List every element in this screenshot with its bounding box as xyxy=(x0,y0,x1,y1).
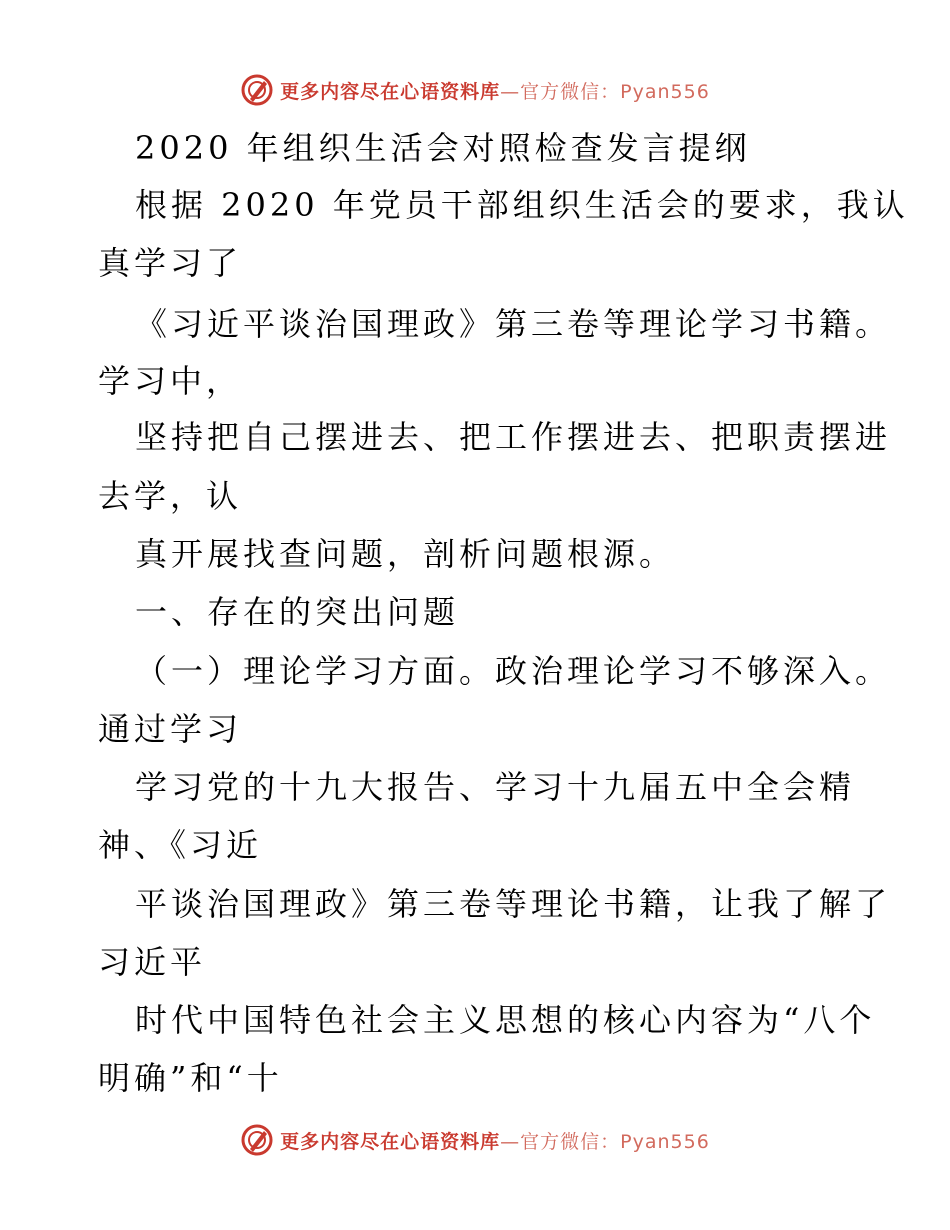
paragraph-line: 通过学习 xyxy=(98,710,243,748)
paragraph-line: 真开展找查问题，剖析问题根源。 xyxy=(135,535,676,573)
pen-logo-icon xyxy=(240,1123,274,1157)
paragraph-line: 根据 2020 年党员干部组织生活会的要求，我认 xyxy=(135,186,909,224)
section-heading: 一、存在的突出问题 xyxy=(135,593,460,631)
paragraph-line: 学习中， xyxy=(98,362,243,400)
paragraph-line: 时代中国特色社会主义思想的核心内容为“八个 xyxy=(135,1001,876,1039)
document-title: 2020 年组织生活会对照检查发言提纲 xyxy=(135,129,751,167)
footer-watermark xyxy=(0,1120,950,1160)
pen-logo-icon xyxy=(240,73,274,107)
paragraph-line: 明确”和“十 xyxy=(98,1059,283,1097)
watermark-text: 更多内容尽在心语资料库—官方微信：Pyan556 xyxy=(280,80,710,103)
paragraph-line: 去学，认 xyxy=(98,477,243,515)
paragraph-line: 平谈治国理政》第三卷等理论书籍，让我了解了 xyxy=(135,885,892,923)
paragraph-line: 真学习了 xyxy=(98,244,243,282)
paragraph-line: 学习党的十九大报告、学习十九届五中全会精 xyxy=(135,768,856,806)
subsection-heading: （一）理论学习方面。政治理论学习不够深入。 xyxy=(135,652,892,690)
header-watermark xyxy=(0,70,950,110)
paragraph-line: 习近平 xyxy=(98,943,207,981)
paragraph-line: 神、《习近 xyxy=(98,826,263,864)
paragraph-line: 《习近平谈治国理政》第三卷等理论学习书籍。 xyxy=(135,305,892,343)
watermark-text: 更多内容尽在心语资料库—官方微信：Pyan556 xyxy=(280,1130,710,1153)
paragraph-line: 坚持把自己摆进去、把工作摆进去、把职责摆进 xyxy=(135,418,892,456)
